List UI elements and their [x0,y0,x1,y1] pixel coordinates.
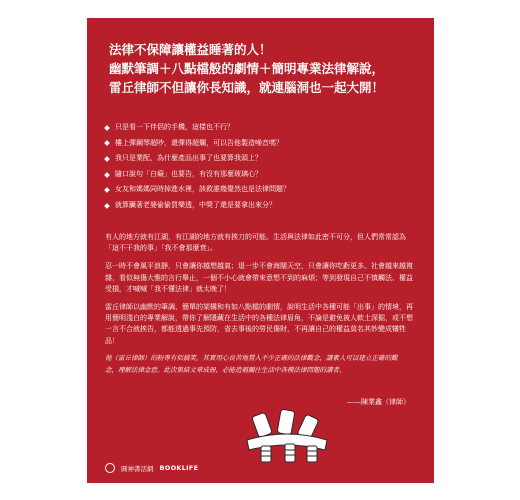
diamond-bullet-icon [104,125,110,131]
bolts-illustration [227,406,347,468]
quote-text: 他（雷丘律師）的粉專有似搞笑，其實用心良苦地置入不少正確的法律觀念，讓素人可以建立正確的觀念，理解法律念意。此次集結文章成冊，必能造福關注生活中各種法律問題的讀者。 [105,354,398,374]
publisher-logo-icon [105,463,115,473]
body-paragraph-1: 有人的地方就有江湖，有江湖的地方就有挨刀的可能。生活與法律如此密不可分，但人們常常認為「這不干我的事」「我不會那麼衰」。 [105,233,406,253]
diamond-bullet-icon [104,187,110,193]
headline [109,40,429,97]
body-text [105,232,417,354]
body-paragraph-2: 忍一時不會風平浪靜，只會讓你越想越氣；退一步不會海闊天空，只會讓你吃虧更多。社會越來越複雜，看似無傷大雅的言行舉止，一個不小心就會帶來意想不到的麻煩；等到發現自己不慎觸法、權益受損，才喊喊「我不懂法律」就太晚了！ [105,262,413,293]
headline-line-2: 幽默筆調＋八點檔般的劇情＋簡明專業法律解說， [109,61,385,76]
bullet-item: 就算臟著老婆偷偷買樂透，中獎了還是要拿出來分？ [103,198,423,214]
publisher-name: 圓神書活網 [121,464,154,473]
headline-line-1: 法律不保障讓權益睡著的人！ [109,42,272,57]
bullet-item: 我只是業配，為什麼產品出事了也要算我頭上？ [103,151,423,167]
publisher-footer [105,463,198,473]
bullet-item: 只是看一下伴侶的手機，這樣也不行？ [103,120,423,136]
publisher-brand: BOOKLIFE [159,464,199,472]
headline-line-3: 雷丘律師不但讓你長知識，就連腦洞也一起大開！ [109,80,385,95]
diamond-bullet-icon [104,141,110,147]
diamond-bullet-icon [104,156,110,162]
body-paragraph-3: 雷丘律師以幽默的筆調、簡單的架構和有如八點檔的劇情，說明生活中各種可能「出事」的情境，再用簡明淺白的專業解說，帶你了解隱藏在生活中的各種法律眉角，不論是避免被人軟土深掘，或不想一言不合就挨告，都能透過事先預防，省去事後的勞民傷財，不再讓自己的權益莫名其妙變成犧牲品！ [105,303,413,345]
quote-attribution: ——陳業鑫（律師） [347,398,410,406]
bullet-list [103,120,423,214]
diamond-bullet-icon [104,203,110,209]
bullet-item: 女友和媽媽同時掉進水裡，該救誰幾覺然也是法律問題？ [103,182,423,198]
bullet-item: 隨口說句「白癡」也要告，有沒有那麼玻璃心？ [103,167,423,183]
endorsement-quote [105,353,410,376]
screw-icon [247,409,327,462]
bullet-item: 樓上彈鋼琴超吵，還彈得超爛，可以告他製造噪音嗎？ [103,136,423,152]
diamond-bullet-icon [104,172,110,178]
book-back-cover [87,18,434,483]
